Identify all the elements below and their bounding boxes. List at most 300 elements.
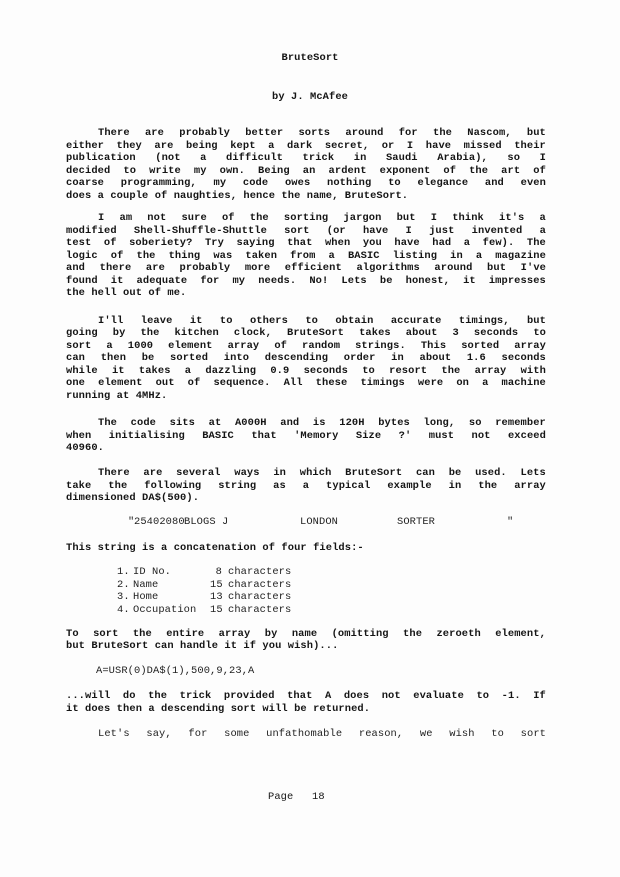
word: entire — [166, 628, 205, 640]
word: seconds — [303, 365, 348, 377]
word: that — [287, 237, 313, 249]
word: of — [187, 377, 201, 389]
word: can — [66, 352, 86, 364]
word: Shell-Shuffle-Shuttle — [133, 225, 267, 237]
page-number: 18 — [312, 791, 325, 803]
example-home: LONDON — [300, 516, 339, 528]
word: ardent — [328, 165, 367, 177]
field-unit: characters — [228, 591, 292, 603]
word: difficult — [225, 152, 284, 164]
word: be — [379, 275, 393, 287]
word: in — [450, 250, 463, 262]
word: sorts — [298, 127, 331, 139]
word: descending — [264, 352, 329, 364]
word: more — [244, 262, 271, 274]
word: can — [415, 467, 435, 479]
word: an — [302, 165, 316, 177]
word: while — [66, 365, 98, 377]
field-num: 3. — [117, 591, 130, 603]
text-line — [98, 417, 546, 429]
text-line — [66, 327, 546, 339]
word: some — [224, 728, 250, 740]
word: by — [112, 327, 126, 339]
word: it — [110, 275, 124, 287]
word: There — [98, 127, 130, 139]
word: and — [484, 177, 504, 189]
word: needs. — [258, 275, 297, 287]
word: when — [324, 237, 351, 249]
word: of — [110, 250, 124, 262]
word: I — [98, 212, 105, 224]
word: these — [315, 377, 348, 389]
word: kept — [230, 140, 256, 152]
field-size: 8 — [215, 566, 222, 578]
code-example: A=USR(0)DA$(1),500,9,23,A — [96, 665, 255, 677]
word: following — [144, 480, 202, 492]
word: modified — [66, 225, 117, 237]
word: element — [168, 340, 213, 352]
word: 1000 — [127, 340, 154, 352]
word: sure — [181, 212, 207, 224]
word: provided — [223, 690, 275, 702]
word: (not — [155, 152, 181, 164]
word: example — [387, 480, 432, 492]
word: dark — [286, 140, 313, 152]
word: had — [432, 237, 452, 249]
word: 1.6 — [466, 352, 486, 364]
word: A — [324, 690, 332, 702]
word: the — [108, 480, 128, 492]
text-line — [66, 140, 546, 152]
word: you — [362, 237, 382, 249]
word: accurate — [390, 315, 442, 327]
word: The — [526, 237, 546, 249]
word: The — [98, 417, 118, 429]
text-line: does a couple of naughties, hence the name, BruteSort. — [66, 190, 409, 202]
text-line — [66, 225, 546, 237]
word: timings, — [458, 315, 510, 327]
word: either — [66, 140, 105, 152]
word: 3 — [452, 327, 459, 339]
word: art — [501, 165, 521, 177]
word: Lets — [520, 467, 546, 479]
word: as — [273, 480, 286, 492]
word: dazzling — [205, 365, 257, 377]
word: leave — [140, 315, 173, 327]
word: in — [273, 467, 287, 479]
word: ...will — [66, 690, 111, 702]
word: to — [219, 315, 233, 327]
word: ?' — [398, 430, 412, 442]
text-line — [66, 377, 546, 389]
word: (or — [326, 225, 346, 237]
word: to — [491, 728, 504, 740]
word: out — [155, 377, 175, 389]
word: was — [213, 250, 233, 262]
text-line: 40960. — [66, 442, 105, 454]
word: All — [283, 377, 303, 389]
word: several — [176, 467, 221, 479]
text-line — [66, 152, 546, 164]
word: does — [343, 690, 370, 702]
word: I'll — [98, 315, 124, 327]
word: it — [189, 315, 203, 327]
word: 120H — [339, 417, 365, 429]
word: thing — [168, 250, 201, 262]
word: BruteSort — [345, 467, 403, 479]
word: not — [381, 690, 401, 702]
word: ways — [234, 467, 260, 479]
word: A000H — [234, 417, 267, 429]
word: the — [432, 127, 452, 139]
word: invented — [471, 225, 523, 237]
word: it's — [499, 212, 525, 224]
word: a — [539, 225, 546, 237]
word: have — [425, 140, 452, 152]
word: take — [66, 480, 92, 492]
word: to — [123, 165, 137, 177]
word: for — [200, 275, 220, 287]
word: a — [106, 340, 113, 352]
word: of — [103, 237, 117, 249]
field-num: 2. — [117, 579, 130, 591]
word: Lets — [341, 275, 367, 287]
word: sorting — [283, 212, 329, 224]
word: bytes — [378, 417, 410, 429]
word: but — [396, 212, 416, 224]
word: for — [188, 728, 208, 740]
word: seconds — [473, 327, 519, 339]
word: that — [251, 430, 277, 442]
word: one — [66, 377, 86, 389]
word: and — [280, 417, 300, 429]
word: not — [471, 430, 491, 442]
word: 0.9 — [270, 365, 290, 377]
field-name: Name — [133, 579, 159, 591]
word: a — [482, 377, 489, 389]
word: my — [193, 165, 207, 177]
word: at — [208, 417, 222, 429]
word: sort — [93, 628, 119, 640]
word: algorithms — [356, 262, 420, 274]
word: owes — [284, 177, 311, 189]
word: exponent — [379, 165, 431, 177]
text-line — [66, 177, 546, 189]
word: the — [148, 690, 168, 702]
word: or — [381, 140, 395, 152]
word: in — [448, 480, 462, 492]
word: the — [140, 327, 160, 339]
word: to — [305, 315, 319, 327]
word: trick — [179, 690, 212, 702]
word: probably — [179, 127, 230, 139]
word: I — [430, 212, 438, 224]
word: it — [111, 365, 125, 377]
word: array — [514, 340, 546, 352]
word: the — [478, 480, 498, 492]
word: a — [328, 250, 335, 262]
word: and — [66, 262, 86, 274]
word: being — [185, 140, 218, 152]
word: impresses — [488, 275, 546, 287]
word: but — [487, 262, 507, 274]
word: going — [66, 327, 98, 339]
word: probably — [179, 262, 231, 274]
word: zeroeth — [436, 628, 481, 640]
word: around — [345, 127, 384, 139]
word: sorted — [170, 352, 209, 364]
text-line — [66, 480, 546, 492]
word: about — [419, 352, 452, 364]
word: I've — [520, 262, 546, 274]
text-line: dimensioned DA$(500). — [66, 492, 200, 504]
text-line — [66, 250, 546, 262]
field-size: 13 — [210, 591, 223, 603]
word: element — [98, 377, 143, 389]
article-title: BruteSort — [281, 52, 339, 64]
word: evaluate — [413, 690, 464, 702]
word: BASIC — [202, 430, 234, 442]
text-line: but BruteSort can handle it if you wish)... — [66, 640, 339, 652]
word: not — [147, 212, 167, 224]
word: publication — [66, 152, 136, 164]
word: my — [232, 275, 246, 287]
word: sequence. — [213, 377, 271, 389]
example-open-quote: " — [128, 516, 135, 528]
word: resort — [389, 365, 428, 377]
word: the — [132, 628, 152, 640]
word: of — [221, 212, 235, 224]
word: so — [507, 152, 521, 164]
word: I — [405, 225, 412, 237]
word: in — [353, 152, 367, 164]
word: own. — [219, 165, 245, 177]
word: obtain — [335, 315, 374, 327]
word: There — [98, 467, 130, 479]
word: array — [514, 480, 546, 492]
word: write — [149, 165, 181, 177]
word: array — [474, 365, 507, 377]
word: Saudi — [385, 152, 418, 164]
word: then — [100, 352, 127, 364]
text-line — [66, 340, 546, 352]
word: with — [520, 365, 546, 377]
field-name: Occupation — [133, 604, 197, 616]
word: be — [448, 467, 462, 479]
word: even — [520, 177, 546, 189]
word: elegance — [417, 177, 469, 189]
word: Try — [204, 237, 224, 249]
word: a — [268, 140, 275, 152]
word: trick — [302, 152, 335, 164]
word: we — [419, 728, 433, 740]
text-line — [98, 315, 546, 327]
word: -1. — [501, 690, 521, 702]
word: long, — [423, 417, 456, 429]
word: Being — [258, 165, 290, 177]
word: listing — [392, 250, 438, 262]
field-num: 4. — [117, 604, 130, 616]
word: a — [475, 250, 483, 262]
word: the — [249, 212, 269, 224]
text-line — [98, 127, 546, 139]
text-line — [98, 467, 546, 479]
word: takes — [359, 327, 391, 339]
word: test — [66, 237, 92, 249]
word: around — [434, 262, 473, 274]
text-line-last — [98, 728, 546, 740]
word: timings — [360, 377, 405, 389]
field-unit: characters — [228, 604, 292, 616]
word: soberiety? — [129, 237, 193, 249]
page-label: Page — [268, 791, 294, 803]
word: the — [441, 365, 461, 377]
text-line — [66, 275, 546, 287]
word: for — [398, 127, 418, 139]
word: which — [299, 467, 332, 479]
word: kitchen — [174, 327, 219, 339]
word: do — [122, 690, 136, 702]
word: am — [119, 212, 133, 224]
word: order — [343, 352, 376, 364]
word: are — [145, 262, 165, 274]
word: seconds — [501, 352, 546, 364]
word: about — [405, 327, 438, 339]
word: sorted — [461, 340, 500, 352]
word: honest, — [405, 275, 450, 287]
word: must — [428, 430, 455, 442]
word: missed — [463, 140, 502, 152]
word: Nascom, — [467, 127, 512, 139]
word: others — [249, 315, 288, 327]
word: from — [290, 250, 316, 262]
word: used. — [475, 467, 507, 479]
word: BruteSort — [286, 327, 345, 339]
word: to — [388, 177, 401, 189]
word: exceed — [507, 430, 546, 442]
word: to — [362, 365, 375, 377]
text-line — [98, 212, 546, 224]
word: element, — [495, 628, 546, 640]
word: when — [66, 430, 92, 442]
word: in — [391, 352, 404, 364]
word: code — [242, 177, 269, 189]
word: secret, — [324, 140, 370, 152]
word: taken — [245, 250, 278, 262]
word: a — [200, 152, 207, 164]
word: reason, — [358, 728, 404, 740]
example-close-quote: " — [507, 516, 514, 528]
word: jargon — [343, 212, 382, 224]
word: on — [456, 377, 470, 389]
text-line — [66, 237, 546, 249]
word: are — [143, 467, 163, 479]
word: string — [218, 480, 257, 492]
word: of — [443, 165, 457, 177]
word: initialising — [108, 430, 185, 442]
word: remember — [495, 417, 546, 429]
word: there — [99, 262, 132, 274]
word: array — [227, 340, 260, 352]
example-name: BLOGS J — [184, 516, 229, 528]
word: Let's — [98, 728, 130, 740]
word: I — [539, 152, 546, 164]
word: the — [136, 250, 156, 262]
word: is — [312, 417, 326, 429]
word: just — [429, 225, 455, 237]
word: to — [533, 327, 546, 339]
field-unit: characters — [228, 579, 292, 591]
word: unfathomable — [266, 728, 343, 740]
word: wish — [449, 728, 475, 740]
text-line — [66, 690, 546, 702]
word: efficient — [284, 262, 342, 274]
text-line — [66, 628, 546, 640]
word: random — [302, 340, 341, 352]
word: are — [144, 127, 164, 139]
word: into — [223, 352, 250, 364]
word: BASIC — [347, 250, 380, 262]
word: clock, — [233, 327, 272, 339]
word: coarse — [66, 177, 105, 189]
word: array — [218, 628, 251, 640]
text-line — [66, 165, 546, 177]
example-occupation: SORTER — [397, 516, 436, 528]
word: saying — [236, 237, 275, 249]
field-size: 15 — [210, 579, 223, 591]
word: machine — [501, 377, 546, 389]
word: they — [116, 140, 142, 152]
word: decided — [66, 165, 111, 177]
word: found — [66, 275, 98, 287]
word: typical — [326, 480, 371, 492]
article-byline: by J. McAfee — [271, 91, 349, 103]
word: to — [476, 690, 490, 702]
word: sort — [66, 340, 92, 352]
word: a — [539, 212, 546, 224]
word: of — [533, 165, 546, 177]
word: sort — [284, 225, 310, 237]
word: that — [287, 690, 313, 702]
word: nothing — [327, 177, 372, 189]
text-line — [66, 365, 546, 377]
field-num: 1. — [117, 566, 130, 578]
word: takes — [138, 365, 171, 377]
word: but — [526, 315, 546, 327]
text-line — [66, 352, 546, 364]
word: name — [291, 628, 318, 640]
word: of — [274, 340, 287, 352]
word: sits — [169, 417, 195, 429]
word: a — [463, 237, 471, 249]
word: say, — [146, 728, 172, 740]
word: better — [245, 127, 284, 139]
example-id: 25402080 — [134, 516, 185, 528]
word: If — [533, 690, 546, 702]
field-name: ID No. — [133, 566, 172, 578]
word: I — [406, 140, 414, 152]
word: code — [130, 417, 156, 429]
text-line — [66, 430, 546, 442]
text-line: the hell out of me. — [66, 287, 187, 299]
word: few). — [482, 237, 515, 249]
word: but — [526, 127, 546, 139]
word: are — [154, 140, 174, 152]
word: by — [264, 628, 278, 640]
word: their — [514, 140, 546, 152]
word: so — [468, 417, 482, 429]
word: it — [463, 275, 476, 287]
